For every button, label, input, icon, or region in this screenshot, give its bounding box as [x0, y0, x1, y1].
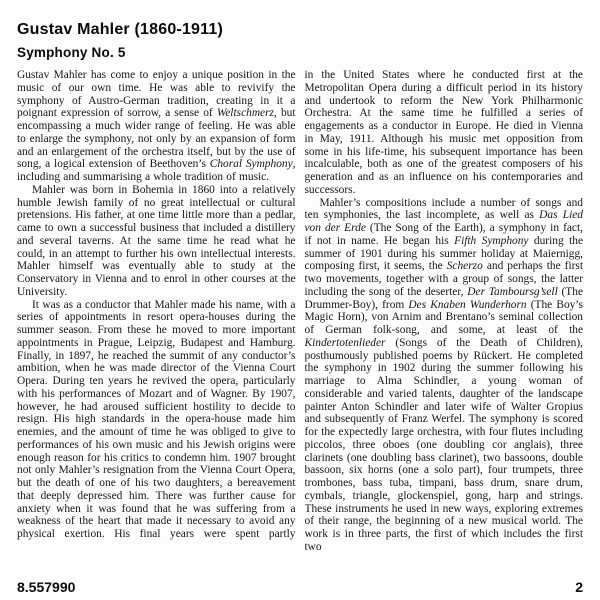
text-segment: , including and summarising a whole tradition of music. [17, 158, 296, 183]
text-column-right [305, 69, 584, 566]
text-segment: (The Boy’s Magic Horn), von Arnim and Brentano’s seminal collection of German folk-song, and some, at least of the [304, 298, 583, 336]
liner-notes-body [17, 69, 583, 566]
italic-text-segment: Weltschmerz [216, 107, 274, 120]
italic-text-segment: Kindertotenlieder [304, 336, 386, 349]
paragraph [17, 69, 296, 184]
italic-text-segment: Fifth Symphony [454, 234, 529, 247]
text-segment: (The Song of the Earth), a symphony in fact, if not in name. He began his [304, 222, 583, 247]
page-title: Gustav Mahler (1860-1911) [17, 21, 223, 38]
page-subtitle: Symphony No. 5 [17, 45, 126, 60]
catalog-number: 8.557990 [17, 579, 76, 595]
text-segment: (The Drummer-Boy), from [304, 285, 583, 311]
italic-text-segment: Der Tamboursg’sell [467, 285, 558, 298]
page-number: 2 [575, 579, 583, 595]
text-segment: and perhaps the first two movements, together with a group of songs, the latter including the song of the deserter, [304, 260, 583, 298]
paragraph [17, 184, 296, 299]
text-segment: Gustav Mahler has come to enjoy a unique position in the music of our own time. He was able to revivify the symphony of Austro-German tradition, creating in it a poignant expression of sorrow, a sense of [17, 69, 296, 120]
text-segment: Mahler was born in Bohemia in 1860 into a relatively humble Jewish family of no great intellectual or cultural pretensions. His father, at one time little more than a pedlar, came to own a successful business that included a distillery and several taverns. At the same time he read what he could, in an attempt to further his own intellectual interests. Mahler himself was eventually able to study at the Conservatory in Vienna and to enrol in other courses at the University. [17, 183, 296, 298]
italic-text-segment: Scherzo [446, 260, 483, 273]
italic-text-segment: Das Lied von der Erde [304, 209, 583, 234]
paragraph [17, 299, 296, 541]
paragraph [305, 197, 584, 554]
text-column-left [17, 69, 296, 566]
italic-text-segment: Choral Symphony [209, 158, 293, 171]
paragraph [305, 69, 584, 197]
page-footer [17, 579, 583, 595]
text-segment: It was as a conductor that Mahler made his name, with a series of appointments in resort opera-houses during the summer season. From these he moved to more important appointments in Prague, Leipzig, Budapest and Hamburg. Finally, in 1897, he reached the summit of any conductor’s ambition, when he was made director of the Vienna Court Opera. During ten years he revived the opera, particularly with his performances of Mozart and of Wagner. By 1907, however, he had aroused sufficient hostility to decide to resign. His high standards in the opera-house made him enemies, and the amount of time he was obliged to give to performances of his own music and his Jewish origins were enough reason for his critics to condemn him. 1907 brought not only Mahler’s resignation from the Vienna Court Opera, but the death of one of his two daughters, a bereavement that deeply depressed him. There was further cause for anxiety when it was found that he was suffering from a weakness of the heart that made it necessary to avoid any physical exertion. His final years were spent partly [17, 298, 296, 540]
text-segment: (Songs of the Death of Children), posthumously published poems by Rückert. He completed the symphony in 1902 during the summer following his marriage to Alma Schindler, a young woman of considerable and varied talents, daughter of the landscape painter Anton Schindler and later wife of Walter Gropius and subsequently of Franz Werfel. The symphony is scored for the expectedly large orchestra, with four flutes including piccolos, three oboes (one doubling cor anglais), three clarinets (one doubling bass clarinet), two bassoons, double bassoon, six horns (one a solo part), four trumpets, three trombones, bass tuba, timpani, bass drum, snare drum, cymbals, triangle, glockenspiel, gong, harp and strings. These instruments he used in new ways, exploring extremes of their range, the beginning of a new musical world. The work is in three parts, the first of which includes the first two [304, 336, 583, 553]
italic-text-segment: Des Knaben Wunderhorn [408, 298, 527, 311]
text-segment: , but encompassing a much wider range of feeling. He was able to enlarge the symphony, not only by an expansion of form and an enlargement of the orchestra itself, but by the use of song, a logical extension of Beethoven’s [17, 107, 296, 171]
text-segment: Mahler’s compositions include a number of songs and ten symphonies, the last incomplete, as well as [304, 196, 583, 222]
text-segment: in the United States where he conducted first at the Metropolitan Opera during a difficult period in its history and undertook to reform the New York Philharmonic Orchestra. At the same time he fulfilled a series of engagements as a conductor in Europe. He died in Vienna in May, 1911. Although his music met opposition from some in his life-time, his subsequent importance has been incalculable, both as one of the greatest composers of his generation and as an influence on his contemporaries and successors. [304, 69, 583, 196]
text-segment: during the summer of 1901 during his summer holiday at Maiernigg, composing first, it seems, the [304, 234, 583, 273]
